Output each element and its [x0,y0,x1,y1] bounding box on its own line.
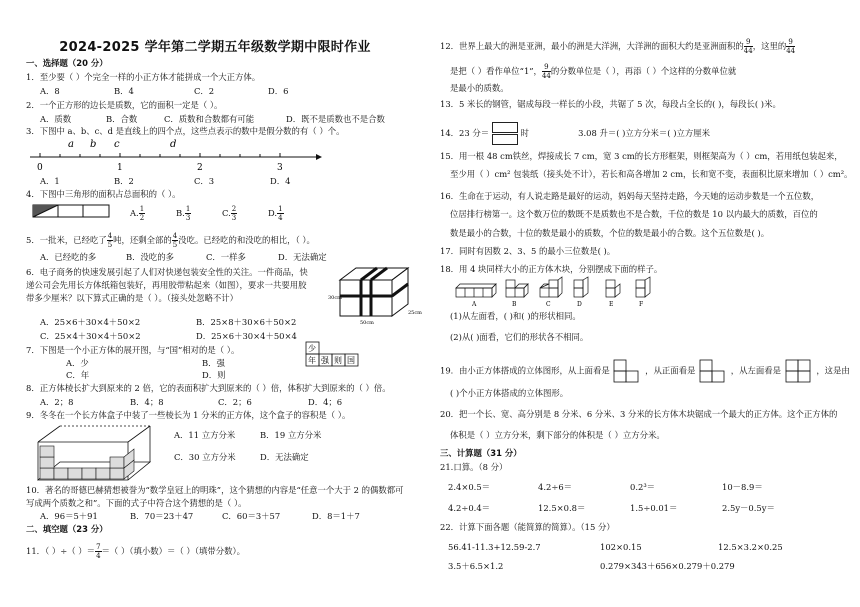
q10-text-line2: 写成两个质数之和”。下面的式子中符合这个猜想的是（ ）。 [26,498,247,508]
shape-label-f: F [639,301,644,308]
q12-text-line3: 是最小的质数。 [450,83,509,93]
q7-option-b[interactable]: B．强 [202,358,225,368]
q14-text: 14．23 分＝ 时 3.08 升＝( )立方分米＝( )立方厘米 [440,122,710,145]
shape-label-d: D [577,301,582,308]
q15-text-line2: 至少用（ ）cm² 包装纸（接头处不计），若长和高各增加 2 cm，长和宽不变，表面积比原来增加（ ）cm²。 [450,169,853,179]
q2-option-c[interactable]: C．质数和合数都有可能 [164,114,255,124]
q6-text-line3: 带多少厘米？以下算式正确的是（ ）。（接头处忽略不计） [26,293,239,303]
shape-label-b: B [512,301,517,308]
q9-option-b[interactable]: B．19 立方分米 [260,430,322,440]
q3-option-c[interactable]: C．3 [194,176,215,186]
mental-calc-item: 0.2³＝ [630,482,656,492]
q4-option-b[interactable]: B. $\frac{1}{3}$ [176,205,191,222]
point-c-label: c [114,139,120,150]
tape-box-figure [328,262,424,326]
q5-option-b[interactable]: B．没吃的多 [126,252,175,262]
q6-text-line1: 6．电子商务的快速发展引起了人们对快递包装安全性的关注。一件商品，快 [26,267,308,277]
q9-option-c[interactable]: C．30 立方分米 [174,452,236,462]
q21-text: 21.口算。（8 分） [440,462,508,472]
q8-option-a[interactable]: A．2；8 [40,397,74,407]
q7-option-d[interactable]: D．则 [202,370,226,380]
q10-option-d[interactable]: D．8＝1＋7 [312,511,360,521]
q4-option-d[interactable]: D. $\frac{1}{4}$ [268,205,283,222]
q11-text: 11．（ ）÷（ ）＝ $\frac{7}{4}$ ＝（ ）（填小数）＝（ ）（填带分数）。 [26,543,246,560]
q8-option-b[interactable]: B．4；8 [130,397,164,407]
q18-text: 18．用 4 块同样大小的正方体木块，分别摆成下面的样子。 [440,264,663,274]
q6-option-d[interactable]: D．25×6＋30×4＋50×4 [196,331,297,341]
q12-text-line1: 12．世界上最大的洲是亚洲，最小的洲是大洋洲，大洋洲的面积大约是亚洲面积的 $\frac{9}{44}$ ，这里的 $\frac{9}{44}$ [440,38,796,55]
q3-option-d[interactable]: D．4 [270,176,291,186]
q16-text-line2: 位居排行榜第一。这个数万位的数既不是质数也不是合数，千位的数是 10 以内最大的质数，百位的 [450,209,818,219]
q12-text-line2: 是把（ ）看作单位“1”， $\frac{9}{44}$ 的分数单位是（ ），再添（ ）个这样的分数单位就 [450,63,737,80]
q5-option-c[interactable]: C．一样多 [206,252,246,262]
triangle-figure [32,204,112,218]
q2-option-b[interactable]: B．合数 [106,114,138,124]
shape-label-a: A [472,301,477,308]
q5-option-d[interactable]: D．无法确定 [278,252,327,262]
calc-item: 56.41-11.3+12.59-2.7 [448,542,541,552]
q2-text: 2．一个正方形的边长是质数，它的面积一定是（ ）。 [26,100,223,110]
shape-label-c: C [546,301,551,308]
tick-1: 1 [117,163,123,173]
calc-item: 12.5×3.2×0.25 [718,542,783,552]
tick-3: 3 [277,163,283,173]
point-b-label: b [90,139,97,150]
point-a-label: a [68,139,74,150]
net-face-0: 少 [308,344,316,353]
q8-option-c[interactable]: C．2；6 [218,397,252,407]
mental-calc-item: 1.5÷0.01＝ [630,503,678,513]
mental-calc-item: 2.4×0.5＝ [448,482,491,492]
dim-width: 50cm [360,320,374,326]
q2-option-d[interactable]: D．既不是质数也不是合数 [286,114,385,124]
q4-option-a[interactable]: A. $\frac{1}{2}$ [130,205,145,222]
point-d-label: d [170,139,177,150]
q9-option-a[interactable]: A．11 立方分米 [174,430,236,440]
q1-option-b[interactable]: B．4 [114,86,134,96]
q10-option-c[interactable]: C．60＝3＋57 [222,511,281,521]
net-face-3: 则 [334,356,342,365]
q3-option-a[interactable]: A．1 [40,176,60,186]
q16-text-line3: 数是最小的合数，十位的数是最小的质数，个位的数是最小的合数。这个五位数是( )。 [450,228,770,238]
q4-option-c[interactable]: C. $\frac{2}{3}$ [222,205,237,222]
q10-text-line1: 10．著名的哥德巴赫猜想被誉为“数学皇冠上的明珠”，这个猜想的内容是“任意一个大于 2 的偶数都可 [26,485,404,495]
q9-option-d[interactable]: D．无法确定 [260,452,309,462]
q4-text: 4．下图中三角形的面积占总面积的（ ）。 [26,189,181,199]
q7-text: 7．下图是一个小正方体的展开图，与“国”相对的是（ ）。 [26,345,240,355]
mental-calc-item: 12.5×0.8＝ [538,503,586,513]
mental-calc-item: 10－8.9＝ [722,482,763,492]
q6-text-line2: 递公司会先用长方体纸箱包装好，再用胶带粘起来（如图），要求一共要用胶 [26,280,307,290]
net-face-1: 年 [308,356,316,365]
q1-option-a[interactable]: A．8 [40,86,60,96]
net-face-4: 国 [347,356,355,365]
q1-text: 1．至少要（ ）个完全一样的小正方体才能拼成一个大正方体。 [26,72,261,82]
shape-label-e: E [609,301,614,308]
q7-option-c[interactable]: C．年 [66,370,90,380]
q8-option-d[interactable]: D．4；6 [308,397,343,407]
q5-text: 5．一批米，已经吃了 $\frac{4}{5}$ 吨，还剩全部的 $\frac{4}{5}$ 没吃。已经吃的和没吃的相比，（ ）。 [26,232,315,249]
q3-option-b[interactable]: B．2 [114,176,134,186]
q6-option-c[interactable]: C．25×4＋30×4＋50×2 [40,331,141,341]
q5-option-a[interactable]: A．已经吃的多 [40,252,97,262]
calc-item: 0.279×343＋656×0.279＋0.279 [600,561,735,571]
q6-option-a[interactable]: A．25×6＋30×4＋50×2 [40,317,141,327]
mental-calc-item: 4.2÷6＝ [538,482,573,492]
section-calc-heading: 三、计算题（31 分） [440,448,522,458]
q13-text: 13．5 米长的钢管，锯成每段一样长的小段，共锯了 5 次，每段占全长的( )，每段长( )米。 [440,99,781,109]
dim-height: 30cm [328,295,342,301]
calc-item: 102×0.15 [600,542,642,552]
q3-text: 3．下图中 a、b、c、d 是直线上的四个点，这些点表示的数中是假分数的有（ ）个。 [26,126,345,136]
q8-text: 8．正方体棱长扩大到原来的 2 倍，它的表面积扩大到原来的（ ）倍，体积扩大到原来的（ ）倍。 [26,383,391,393]
q19-line2: ( )个小正方体搭成的立体图形。 [450,388,569,398]
section-choice-heading: 一、选择题（20 分） [26,58,108,68]
block-shapes-figure [454,280,674,308]
q20-text-line1: 20．把一个长、宽、高分别是 8 分米、6 分米、3 分米的长方体木块锯成一个最大的正方体。这个正方体的 [440,409,838,419]
q10-option-a[interactable]: A．96＝5＋91 [40,511,98,521]
section-fill-heading: 二、填空题（23 分） [26,524,108,534]
number-line-figure [26,137,326,173]
calc-item: 3.5＋6.5×1.2 [448,561,504,571]
q19-text: 19．由小正方体搭成的立体图形，从上面看是 ，从正面看是 ，从左面看是 ，这是由 [440,358,850,384]
tick-0: 0 [37,163,43,173]
q2-option-a[interactable]: A．质数 [40,114,72,124]
mental-calc-item: 2.5y－0.5y＝ [722,503,775,513]
net-face-2: 强 [321,356,329,365]
q10-option-b[interactable]: B．70＝23＋47 [130,511,194,521]
cube-box-figure [34,422,154,484]
front-view-figure [698,358,728,384]
q9-text: 9．冬冬在一个长方体盒子中装了一些棱长为 1 分米的正方体，这个盒子的容积是（ ）。 [26,410,351,420]
tick-2: 2 [197,163,203,173]
q18-sub2: (2)从( )面看，它们的形状各不相同。 [450,332,589,342]
dim-depth: 25cm [408,310,422,316]
q7-option-a[interactable]: A．少 [66,358,89,368]
page-title: 2024-2025 学年第二学期五年级数学期中限时作业 [59,40,371,55]
q16-text-line1: 16．生命在于运动，有人说走路是最好的运动，妈妈每天坚持走路，今天她的运动步数是一个五位数， [440,191,820,201]
mental-calc-item: 4.2÷0.4＝ [448,503,491,513]
left-view-figure [784,358,814,384]
q17-text: 17．同时有因数 2、3、5 的最小三位数是( )。 [440,246,616,256]
q15-text-line1: 15．用一根 48 cm铁丝，焊接成长 7 cm，宽 3 cm的长方形框架，则框架高为（ ）cm，若用纸包装起来， [440,151,843,161]
q18-sub1: (1)从左面看，( )和( )的形状相同。 [450,311,581,321]
q1-option-c[interactable]: C．2 [194,86,215,96]
q1-option-d[interactable]: D．6 [268,86,289,96]
cube-net-figure [304,340,370,370]
q20-text-line2: 体积是（ ）立方分米，剩下部分的体积是（ ）立方分米。 [450,430,665,440]
top-view-figure [612,358,642,384]
q6-option-b[interactable]: B．25×8＋30×6＋50×2 [196,317,297,327]
q22-text: 22．计算下面各题（能简算的简算）。（15 分） [440,522,615,532]
